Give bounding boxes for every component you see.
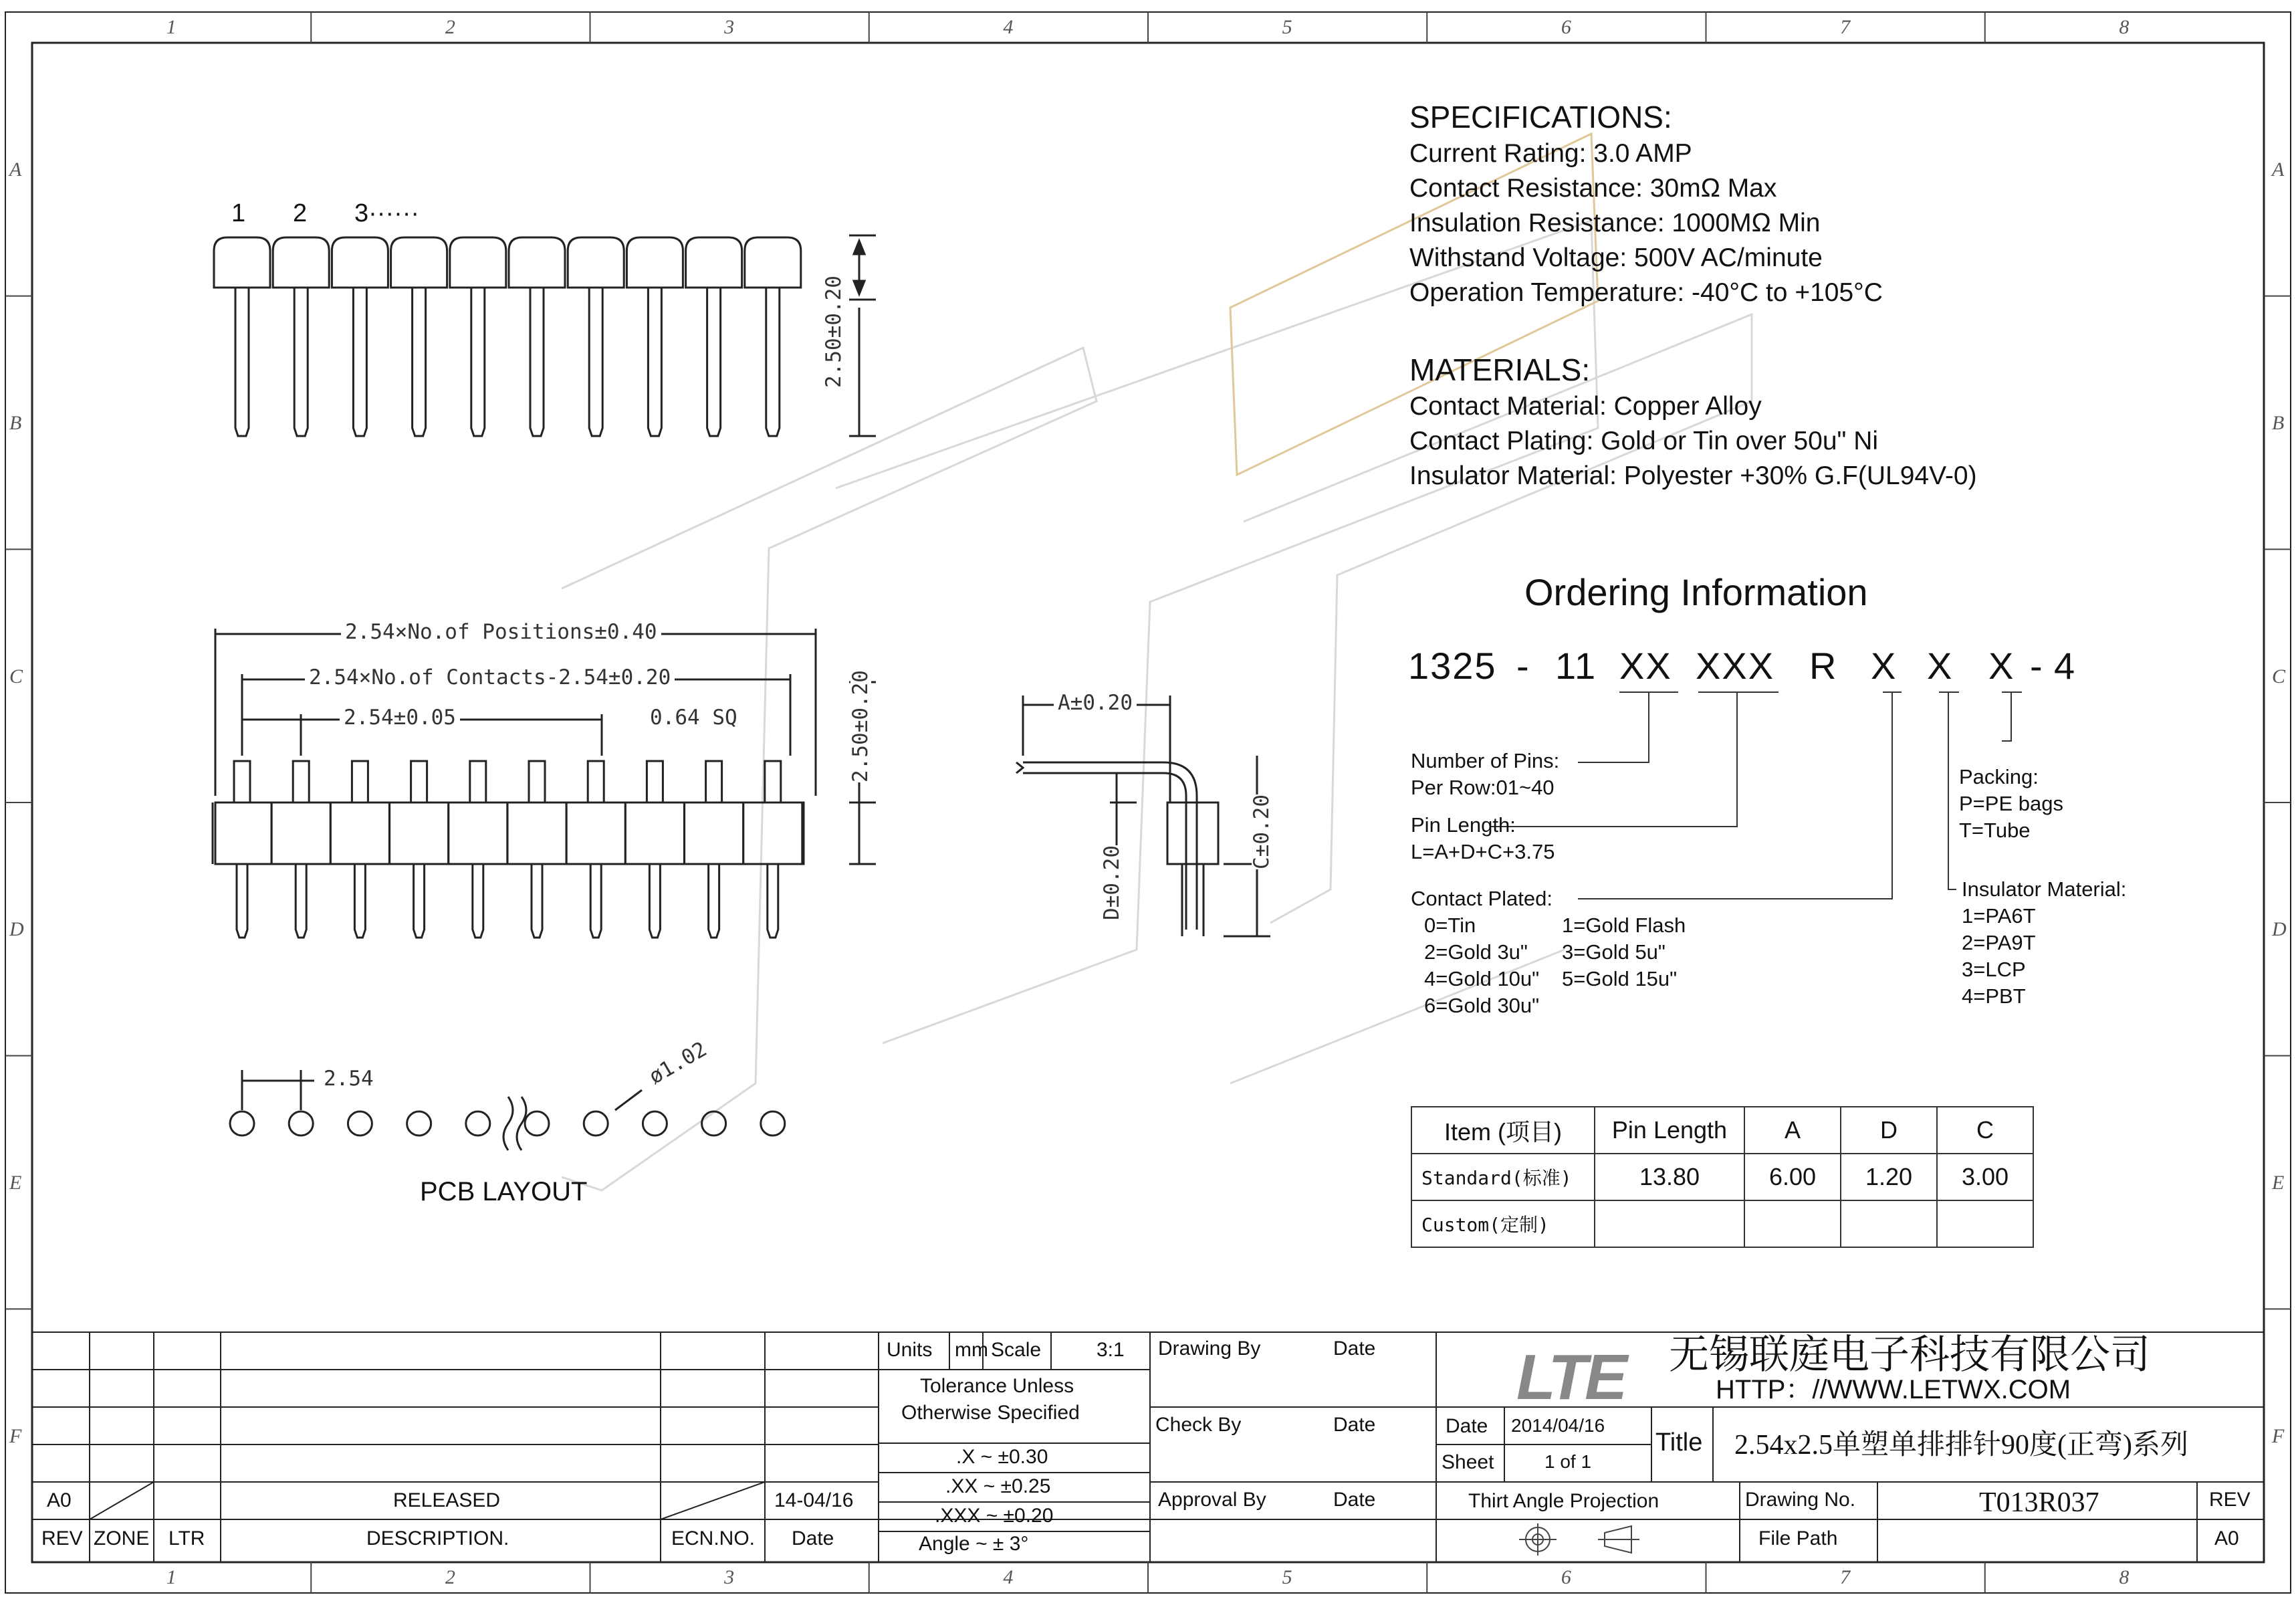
order-code-part: - <box>1516 645 1530 687</box>
zone-row-label: A <box>2272 158 2285 181</box>
drawing-by-label: Drawing By <box>1158 1338 1261 1360</box>
order-code-part: XX <box>1619 645 1672 687</box>
hole-dim: ø1.02 <box>645 1037 711 1089</box>
company-website: HTTP：//WWW.LETWX.COM <box>1716 1375 2071 1404</box>
zone-column-label: 7 <box>1840 1566 1851 1588</box>
zone-row-label: D <box>2272 918 2287 941</box>
order-code-part: 1325 <box>1408 645 1497 687</box>
dimensions-table <box>1411 1106 2034 1248</box>
revision-date: 14-04/16 <box>774 1489 854 1511</box>
zone-column-label: 3 <box>724 16 735 38</box>
tolerance-line: .XX ~ ±0.25 <box>945 1475 1051 1497</box>
table-cell: 1.20 <box>1841 1154 1937 1200</box>
zone-column-label: 5 <box>1282 16 1292 38</box>
zone-column-label: 6 <box>1561 1566 1571 1588</box>
zone-row-label: A <box>9 158 22 181</box>
date-header: Date <box>792 1527 834 1549</box>
check-by-label: Check By <box>1155 1414 1242 1436</box>
spec-line: Insulation Resistance: 1000MΩ Min <box>1409 209 1821 237</box>
a-dim: A±0.20 <box>1054 693 1137 714</box>
pcb-layout-drawing <box>230 1067 785 1150</box>
zone-row-label: F <box>9 1424 22 1447</box>
sheet-label: Sheet <box>1442 1451 1494 1473</box>
zone-row-label: F <box>2272 1424 2285 1447</box>
table-header: D <box>1841 1107 1937 1154</box>
tolerance-line: .X ~ ±0.30 <box>956 1446 1048 1468</box>
insulator-option: 4=PBT <box>1962 984 2026 1008</box>
material-line: Insulator Material: Polyester +30% G.F(UL94V-0) <box>1409 461 1977 490</box>
plated-option: 2=Gold 3u" <box>1424 940 1528 964</box>
ecn-header: ECN.NO. <box>671 1527 756 1549</box>
side-view-drawing <box>1016 696 1274 936</box>
doc-date-label: Date <box>1446 1415 1488 1437</box>
pins-label: Number of Pins: <box>1411 749 1560 772</box>
materials-title: MATERIALS: <box>1409 352 1591 387</box>
approval-by-label: Approval By <box>1158 1489 1266 1511</box>
table-header: C <box>1937 1107 2033 1154</box>
plated-option: 5=Gold 15u" <box>1562 967 1678 990</box>
zone-column-label: 1 <box>166 16 177 38</box>
date-label: Date <box>1333 1414 1376 1436</box>
plated-option: 1=Gold Flash <box>1562 914 1686 937</box>
rev-label: REV <box>2209 1489 2251 1511</box>
insulator-option: 1=PA6T <box>1962 904 2036 928</box>
description-header: DESCRIPTION. <box>366 1527 509 1549</box>
date-label: Date <box>1333 1338 1376 1360</box>
revision-description: RELEASED <box>393 1489 501 1511</box>
table-header: Item (项目) <box>1411 1107 1595 1154</box>
revision-code: A0 <box>47 1489 72 1511</box>
ordering-leaders <box>1491 692 2022 899</box>
order-code-part: - <box>2030 645 2044 687</box>
company-logo: LTE <box>1516 1342 1625 1413</box>
order-code-part: 11 <box>1555 645 1597 687</box>
projection-symbol-icon <box>1519 1523 1639 1556</box>
pin-number-label: 1 <box>231 199 246 227</box>
drawing-no-label: Drawing No. <box>1745 1489 1856 1511</box>
material-line: Contact Material: Copper Alloy <box>1409 392 1762 421</box>
zone-header: ZONE <box>94 1527 150 1549</box>
zone-column-label: 4 <box>1003 16 1014 38</box>
contacts-dim: 2.54×No.of Contacts-2.54±0.20 <box>305 667 675 688</box>
zone-row-label: C <box>2272 665 2286 687</box>
table-cell: Standard(标准) <box>1411 1154 1595 1200</box>
packing-label: Packing: <box>1959 765 2039 788</box>
front-height-dim: 2.50±0.20 <box>848 670 873 782</box>
zone-row-label: E <box>2272 1172 2285 1194</box>
sq-dim: 0.64 SQ <box>646 708 741 728</box>
order-code-part: X <box>1927 645 1954 687</box>
material-line: Contact Plating: Gold or Tin over 50u" Ni <box>1409 427 1879 455</box>
tolerance-line: .XXX ~ ±0.20 <box>935 1505 1054 1527</box>
zone-column-label: 3 <box>724 1566 735 1588</box>
zone-column-label: 5 <box>1282 1566 1292 1588</box>
drawing-number: T013R037 <box>1979 1487 2099 1518</box>
pin-number-label: 2 <box>293 199 308 227</box>
spec-line: Withstand Voltage: 500V AC/minute <box>1409 243 1823 272</box>
order-code-part: X <box>1871 645 1898 687</box>
order-code-part: R <box>1809 645 1838 687</box>
top-view-drawing <box>214 235 876 436</box>
spec-line: Contact Resistance: 30mΩ Max <box>1409 174 1777 203</box>
insulator-option: 2=PA9T <box>1962 931 2036 954</box>
rev-header: REV <box>41 1527 83 1549</box>
table-cell: 3.00 <box>1937 1154 2033 1200</box>
d-dim: D±0.20 <box>1100 845 1124 920</box>
file-path-label: File Path <box>1758 1527 1838 1549</box>
zone-column-label: 6 <box>1561 16 1571 38</box>
ordering-title: Ordering Information <box>1524 571 1868 613</box>
tolerance-title: Tolerance Unless <box>920 1375 1074 1397</box>
pcb-layout-label: PCB LAYOUT <box>420 1177 588 1206</box>
table-header-row <box>1411 1107 2033 1154</box>
ltr-header: LTR <box>168 1527 205 1549</box>
zone-column-label: 8 <box>2119 1566 2130 1588</box>
order-code-part: XXX <box>1696 645 1775 687</box>
spec-line: Operation Temperature: -40°C to +105°C <box>1409 278 1883 307</box>
insulator-option: 3=LCP <box>1962 958 2026 981</box>
title-label: Title <box>1655 1428 1703 1457</box>
tolerance-title: Otherwise Specified <box>901 1402 1080 1424</box>
table-header: Pin Length <box>1595 1107 1744 1154</box>
length-value: L=A+D+C+3.75 <box>1411 840 1555 863</box>
zone-row-label: B <box>9 412 22 434</box>
spec-line: Current Rating: 3.0 AMP <box>1409 139 1692 168</box>
drawing-title: 2.54x2.5单塑单排排针90度(正弯)系列 <box>1734 1430 2188 1461</box>
table-row <box>1411 1154 2033 1200</box>
zone-row-label: E <box>9 1172 22 1194</box>
order-code-part: 4 <box>2054 645 2077 687</box>
plated-option: 6=Gold 30u" <box>1424 994 1540 1017</box>
tolerance-line: Angle ~ ± 3° <box>919 1533 1029 1555</box>
table-cell <box>1744 1200 1841 1247</box>
scale-label: Scale <box>991 1339 1042 1361</box>
pin-number-label: 3······ <box>354 199 420 227</box>
plated-option: 3=Gold 5u" <box>1562 940 1666 964</box>
pitch-dim: 2.54±0.05 <box>340 708 460 728</box>
table-cell <box>1841 1200 1937 1247</box>
insulator-label: Insulator Material: <box>1962 877 2127 901</box>
company-name: 无锡联庭电子科技有限公司 <box>1669 1332 2150 1377</box>
zone-column-label: 2 <box>445 16 455 38</box>
scale-value: 3:1 <box>1097 1339 1125 1361</box>
rev-value: A0 <box>2214 1527 2239 1549</box>
table-row <box>1411 1200 2033 1247</box>
specifications-title: SPECIFICATIONS: <box>1409 100 1672 134</box>
plated-label: Contact Plated: <box>1411 887 1553 910</box>
c-dim: C±0.20 <box>1250 794 1274 869</box>
zone-row-label: C <box>9 665 23 687</box>
table-cell <box>1595 1200 1744 1247</box>
table-header: A <box>1744 1107 1841 1154</box>
order-code-part: X <box>1988 645 2015 687</box>
packing-option: T=Tube <box>1959 819 2031 842</box>
zone-column-label: 4 <box>1003 1566 1014 1588</box>
top-height-dim: 2.50±0.20 <box>822 276 846 388</box>
plated-option: 0=Tin <box>1424 914 1476 937</box>
positions-dim: 2.54×No.of Positions±0.40 <box>341 622 661 643</box>
table-cell: 6.00 <box>1744 1154 1841 1200</box>
zone-column-label: 1 <box>166 1566 177 1588</box>
length-label: Pin Length: <box>1411 813 1516 837</box>
plated-option: 4=Gold 10u" <box>1424 967 1540 990</box>
units-value: mm <box>955 1339 988 1361</box>
table-cell: Custom(定制) <box>1411 1200 1595 1247</box>
projection-label: Thirt Angle Projection <box>1468 1490 1659 1512</box>
zone-column-label: 7 <box>1840 16 1851 38</box>
date-label: Date <box>1333 1489 1376 1511</box>
zone-row-label: D <box>9 918 24 941</box>
doc-date: 2014/04/16 <box>1511 1415 1605 1436</box>
zone-row-label: B <box>2272 412 2285 434</box>
pcb-pitch-dim: 2.54 <box>324 1067 374 1091</box>
table-cell <box>1937 1200 2033 1247</box>
sheet-value: 1 of 1 <box>1544 1451 1592 1472</box>
pins-value: Per Row:01~40 <box>1411 776 1555 799</box>
units-label: Units <box>887 1339 933 1361</box>
zone-column-label: 2 <box>445 1566 455 1588</box>
table-cell: 13.80 <box>1595 1154 1744 1200</box>
zone-column-label: 8 <box>2119 16 2130 38</box>
packing-option: P=PE bags <box>1959 792 2063 815</box>
